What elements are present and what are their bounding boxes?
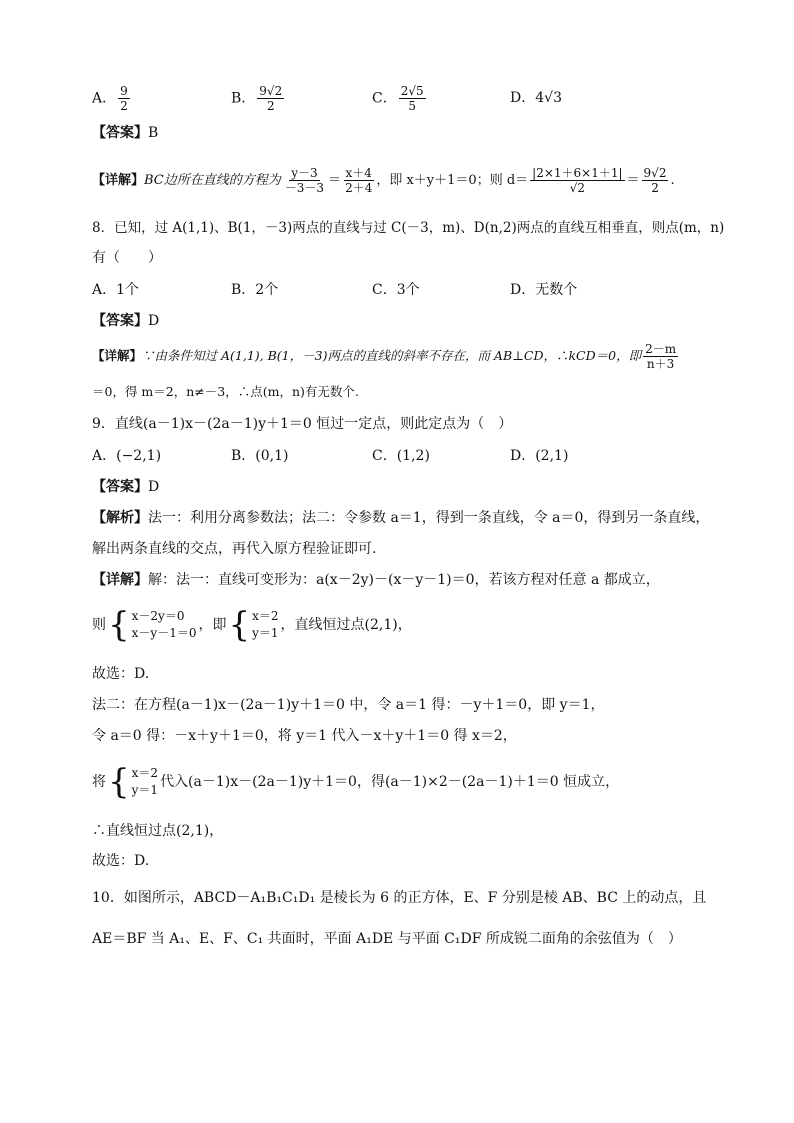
q9-option-c: C．(1,2) [372, 448, 430, 464]
q7-option-a: A． $\frac{9}{2}$ [92, 84, 128, 113]
q9-method2-line2: 令 a＝0 得：－x＋y＋1＝0，将 y＝1 代入－x＋y＋1＝0 得 x＝2， [92, 728, 517, 744]
q7-option-d: D．4√3 [510, 90, 562, 106]
q9-analysis-line2: 解出两条直线的交点，再代入原方程验证即可. [92, 541, 377, 557]
q9-option-b: B．(0,1) [231, 448, 289, 464]
q9-answer: 【答案】D [92, 479, 160, 495]
q9-therefore: ∴直线恒过点(2,1)， [92, 823, 224, 839]
q7-option-c: C． $\frac{2√5}{5}$ [372, 84, 424, 113]
q8-option-d: D．无数个 [510, 282, 578, 298]
q8-option-c: C．3个 [372, 282, 420, 298]
q9-choose-2: 故选：D. [92, 853, 150, 869]
q9-detail-line1: 【详解】解：法一：直线可变形为：a(x－2y)－(x－y－1)＝0，若该方程对任意 a 都成立， [92, 572, 660, 588]
q10-question-line1: 10．如图所示，ABCD－A₁B₁C₁D₁ 是棱长为 6 的正方体，E、F 分别是棱 AB、BC 上的动点，且 [92, 890, 707, 906]
q8-answer: 【答案】D [92, 313, 160, 329]
q9-method2-line1: 法二：在方程(a－1)x－(2a－1)y＋1＝0 中，令 a＝1 得：－y＋1＝0，即 y＝1， [92, 697, 605, 713]
q9-detail-system: 则 { x－2y＝0 x－y－1＝0 ，即 { x＝2 y＝1 ，直线恒过点(2,1)， [92, 605, 412, 645]
q7-detail: 【详解】BC边所在直线的方程为 $\frac{y-3}{-3-3}$ ＝ $\frac{x+4}{2+4}$ ，即 x＋y＋1＝0；则 d＝ $\frac{|2\times 1+6\times 1+1|}{√2}$ ＝ $\frac{9√2}{2}$ . [92, 166, 675, 195]
q8-option-b: B．2个 [231, 282, 279, 298]
q8-question-line2: 有（ ） [92, 250, 162, 266]
q7-answer: 【答案】B [92, 125, 159, 141]
q8-option-a: A．1个 [92, 282, 140, 298]
q8-detail-line1: 【详解】∵由条件知过 A(1,1), B(1，－3)两点的直线的斜率不存在，而 AB⊥CD，∴kCD＝0，即 $\frac{2-m}{n+3}$ [92, 342, 677, 371]
q9-option-d: D．(2,1) [510, 448, 569, 464]
q8-detail-line2: ＝0，得 m＝2，n≠－3，∴点(m，n)有无数个. [92, 384, 359, 399]
q10-question-line2: AE＝BF 当 A₁、E、F、C₁ 共面时，平面 A₁DE 与平面 C₁DF 所成锐二面角的余弦值为（ ） [92, 931, 682, 947]
q8-question-line1: 8．已知，过 A(1,1)、B(1，－3)两点的直线与过 C(－3，m)、D(n,2)两点的直线互相垂直，则点(m，n) [92, 220, 725, 236]
q9-question: 9．直线(a－1)x－(2a－1)y＋1＝0 恒过一定点，则此定点为（ ） [92, 416, 513, 432]
q7-option-b: B． $\frac{9√2}{2}$ [231, 84, 283, 113]
q9-choose-1: 故选：D. [92, 666, 150, 682]
q9-option-a: A．(−2,1) [92, 448, 162, 464]
q9-analysis-line1: 【解析】法一：利用分离参数法；法二：令参数 a＝1，得到一条直线，令 a＝0，得到另一条直线， [92, 510, 710, 526]
q9-method2-substitute: 将 { x＝2 y＝1 代入(a－1)x－(2a－1)y＋1＝0，得(a－1)×2－(2a－1)＋1＝0 恒成立， [92, 762, 620, 802]
